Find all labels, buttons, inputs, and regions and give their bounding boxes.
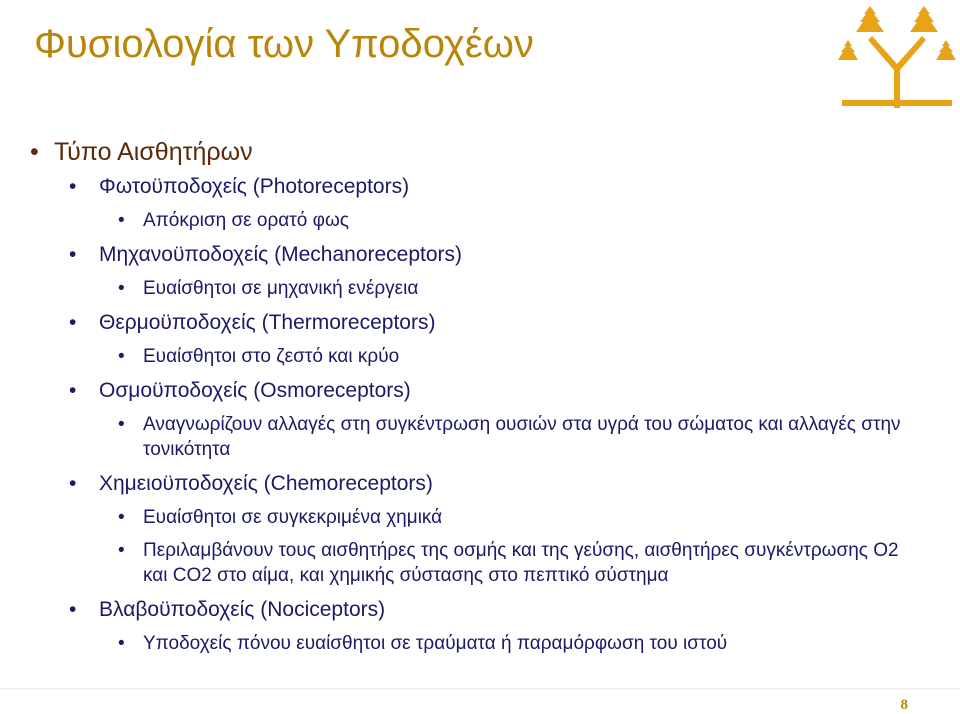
- receptor-detail: • Περιλαμβάνουν τους αισθητήρες της οσμής και της γεύσης, αισθητήρες συγκέντρωσης O2 και CO2 στο αίμα, και χημικής σύστασης στο πεπτικό σύστημα: [143, 538, 903, 588]
- university-tree-logo-icon: [838, 0, 956, 110]
- receptor-type-item: • Βλαβοϋποδοχείς (Nociceptors): [99, 596, 940, 623]
- receptor-type-item: • Μηχανοϋποδοχείς (Mechanoreceptors): [99, 241, 940, 268]
- receptor-detail: • Αναγνωρίζουν αλλαγές στη συγκέντρωση ουσιών στα υγρά του σώματος και αλλαγές στην τονικότητα: [143, 412, 903, 462]
- receptor-detail: • Ευαίσθητοι σε μηχανική ενέργεια: [143, 276, 903, 301]
- receptor-detail: • Απόκριση σε ορατό φως: [143, 208, 903, 233]
- receptor-type-item: • Φωτοϋποδοχείς (Photoreceptors): [99, 173, 940, 200]
- receptor-type-item: • Οσμοϋποδοχείς (Osmoreceptors): [99, 377, 940, 404]
- footer-divider: [0, 688, 960, 690]
- receptor-detail: • Υποδοχείς πόνου ευαίσθητοι σε τραύματα ή παραμόρφωση του ιστού: [143, 631, 903, 656]
- receptor-type-item: • Θερμοϋποδοχείς (Thermoreceptors): [99, 309, 940, 336]
- receptor-detail: • Ευαίσθητοι στο ζεστό και κρύο: [143, 344, 903, 369]
- receptor-type-item: • Χημειοϋποδοχείς (Chemoreceptors): [99, 470, 940, 497]
- bullet-list: [0, 137, 940, 664]
- heading-bullet: • Τύπο Αισθητήρων: [54, 137, 940, 167]
- page-number: 8: [900, 697, 908, 713]
- receptor-detail: • Ευαίσθητοι σε συγκεκριμένα χημικά: [143, 505, 903, 530]
- slide-title: Φυσιολογία των Υποδοχέων: [34, 22, 534, 66]
